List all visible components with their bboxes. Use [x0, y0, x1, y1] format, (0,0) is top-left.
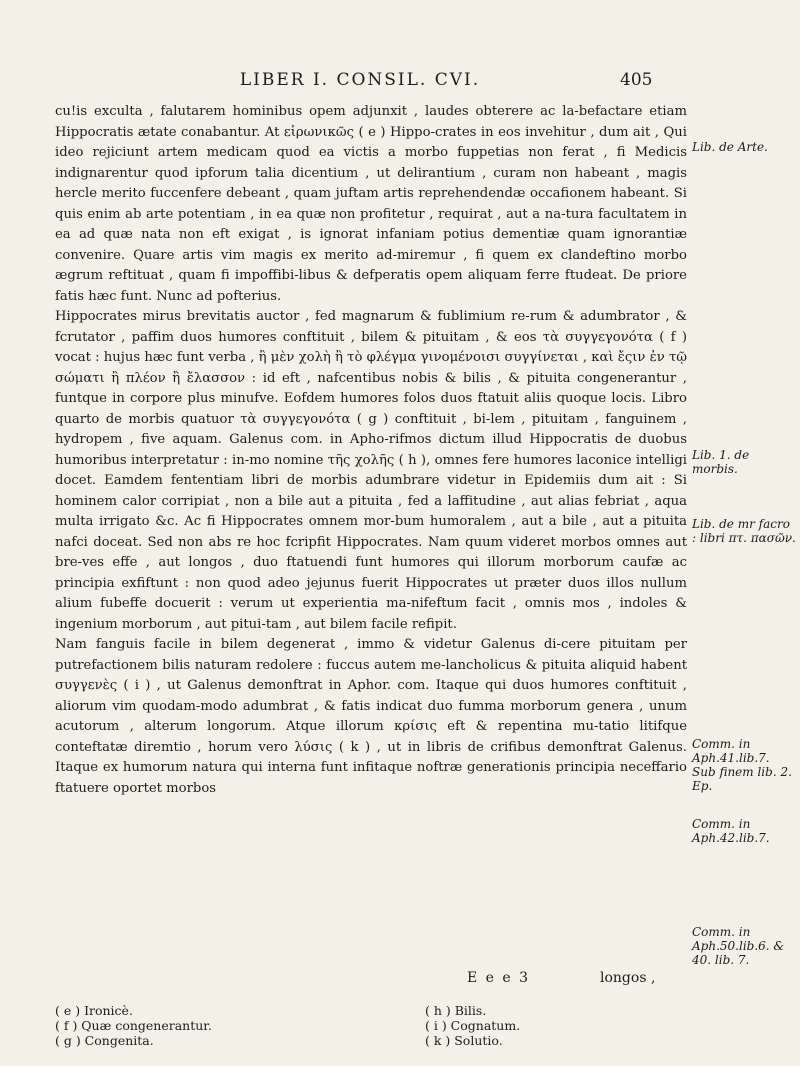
paragraph-3: Nam fanguis facile in bilem degenerat , immo & videtur Galenus di-cere pituitam per putrefactionem bilis naturam redolere : fuccus autem me-lancholicus & pituita aliquid habent συγγενὲς ( i ) , ut Galenus demonftrat in Aphor. com. Itaque qui duos humores conftituit , aliorum vim quodam-modo adumbrat , & fatis indicat duo fumma morborum genera , unum acutorum , alterum longorum. Atque illorum κρίσις eft & repentina mu-tatio litifque conteftatæ diremtio , horum vero λύσις ( k ) , ut in libris de crifibus demonftrat Galenus. Itaque ex humorum natura qui interna funt infitaque noftræ generationis principia neceffario ftatuere oportet morbos — [55, 637, 687, 796]
footnote-h: ( h ) Bilis. — [425, 1003, 487, 1018]
footnote-i: ( i ) Cognatum. — [425, 1018, 521, 1033]
page-number: 405 — [620, 70, 653, 90]
footnote-g: ( g ) Congenita. — [55, 1033, 154, 1048]
margin-note-2: Lib. 1. de morbis. — [692, 448, 750, 476]
margin-note-1: Lib. de Arte. — [692, 140, 768, 154]
margin-note-6: Comm. in Aph.50.lib.6. & 40. lib. 7. — [692, 925, 785, 967]
body-text — [55, 102, 687, 799]
footnotes-left — [55, 1003, 315, 1048]
paragraph-2: Hippocrates mirus brevitatis auctor , fed magnarum & fublimium re-rum & adumbrator , & fcrutator , paffim duos humores conftituit , bilem & pituitam , & eos τὰ συγγεγονότα ( f ) vocat : hujus hæc funt verba , ἢ μὲν χολὴ ἢ τὸ φλέγμα γινομένοισι συγγίνεται , καὶ ἔςιν ἐν τῷ σώματι ἢ πλέον ἢ ἔλασσον : id eft , nafcentibus nobis & bilis , & pituita congenerantur , funtque in corpore plus minufve. Eofdem humores folos duos ftatuit aliis quoque locis. Libro quarto de morbis quatuor τὰ συγγεγονότα ( g ) conftituit , bi-lem , pituitam , fanguinem , hydropem , five aquam. Galenus com. in Apho-rifmos dictum illud Hippocratis de duobus humoribus interpretatur : in-mo nomine τῆς χολῆς ( h ), omnes fere humores laconice intelligi docet. Eamdem fententiam libri de morbis adumbrare videtur in Epidemiis dum ait : Si hominem calor corripiat , non a bile aut a pituita , fed a laffitudine , aut alias febriat , aqua multa irrigato &c. Ac fi Hippocrates omnem mor-bum humoralem , aut a bile , aut a pituita nafci doceat. Sed non abs re hoc fcripfit Hippocrates. Nam quum videret morbos omnes aut bre-ves effe , aut longos , duo ftatuendi funt humores qui illorum morborum caufæ ac principia exfiftunt : non quod adeo jejunus fuerit Hippocrates ut præter duos illos nullum alium fubeffe docuerit : verum ut experientia ma-nifeftum facit , omnis mos , indoles & ingenium morborum , aut pitui-tam , aut bilem facile refipit. — [55, 309, 687, 632]
catchword: longos , — [600, 970, 656, 986]
footnote-e: ( e ) Ironicè. — [55, 1003, 133, 1018]
margin-note-3: Lib. de mr facro : libri πτ. πασῶν. — [692, 517, 796, 545]
footnote-f: ( f ) Quæ congenerantur. — [55, 1018, 212, 1033]
page-header — [0, 70, 800, 96]
paragraph-1: cu!is exculta , falutarem hominibus opem adjunxit , laudes obterere ac la-befactare etiam Hippocratis ætate conabantur. At εἰρωνικῶς ( e ) Hippo-crates in eos invehitur , dum ait , Qui ideo rejiciunt artem medicam quod ea victis a morbo fuppetias non ferat , fi Medicis indignarentur quod ipforum talia dicentium , ut delirantium , curam non habeant , magis hercle merito fuccenfere debeant , quam juftam artis reprehendendæ occafionem habeant. Si quis enim ab arte potentiam , in ea quæ non profitetur , requirat , aut a na-tura facultatem in ea ad quæ nata non eft exigat , is ignorat infaniam potius dementiæ quam ignorantiæ convenire. Quare artis vim magis ex merito ad-miremur , fi quem ex clandeftino morbo ægrum reftituat , quam fi impoffibi-libus & defperatis opem aliquam ferre ftudeat. De priore fatis hæc funt. Nunc ad pofterius. — [55, 104, 687, 304]
signature-mark: E e e 3 — [466, 970, 530, 986]
margin-note-4: Comm. in Aph.41.lib.7. Sub finem lib. 2. Ep. — [692, 737, 792, 793]
running-head: LIBER I. CONSIL. CVI. — [239, 70, 481, 90]
footnotes-right — [425, 1003, 685, 1048]
footnote-k: ( k ) Solutio. — [425, 1033, 503, 1048]
margin-note-5: Comm. in Aph.42.lib.7. — [692, 817, 770, 845]
